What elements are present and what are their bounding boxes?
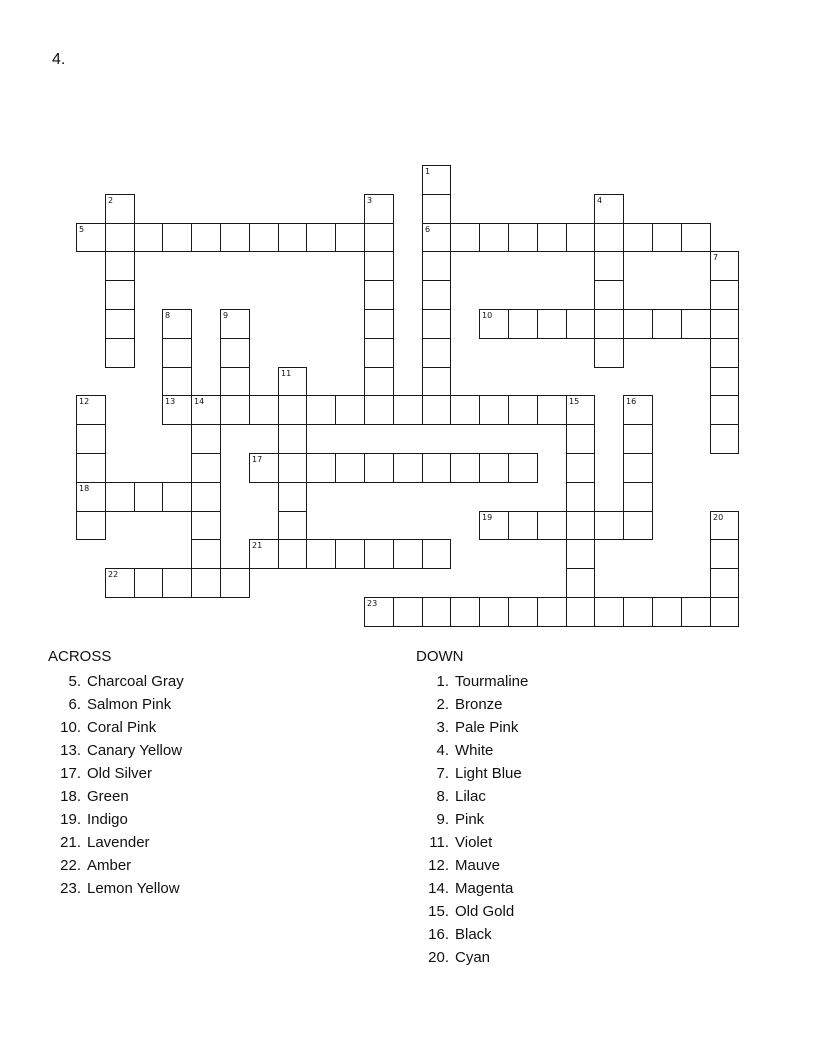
down-clue — [416, 739, 528, 762]
clue-text: Magenta — [455, 880, 514, 897]
grid-cell[interactable] — [393, 597, 423, 627]
grid-cell[interactable] — [508, 395, 538, 425]
grid-cell[interactable] — [450, 223, 480, 252]
grid-cell[interactable] — [278, 424, 307, 454]
grid-cell[interactable] — [479, 395, 509, 425]
clue-number: 22 — [108, 570, 119, 579]
across-clue — [48, 716, 184, 739]
grid-cell[interactable] — [306, 223, 336, 252]
grid-cell[interactable] — [710, 511, 739, 540]
clue-label-number: 20. — [428, 949, 449, 966]
grid-cell[interactable] — [422, 251, 451, 281]
across-clues — [48, 647, 184, 900]
down-clue — [416, 716, 528, 739]
grid-cell[interactable] — [566, 597, 595, 627]
grid-cell[interactable] — [278, 482, 307, 512]
clue-label-number: 6. — [68, 696, 81, 713]
grid-cell[interactable] — [306, 395, 336, 425]
grid-cell[interactable] — [364, 395, 394, 425]
down-clue — [416, 923, 528, 946]
clue-number: 5 — [79, 225, 85, 234]
grid-cell[interactable] — [566, 309, 595, 339]
grid-cell[interactable] — [105, 482, 135, 512]
clue-label-number: 18. — [60, 788, 81, 805]
clue-text: Mauve — [455, 857, 501, 874]
grid-cell[interactable] — [422, 165, 451, 195]
grid-cell[interactable] — [479, 453, 509, 483]
across-clue — [48, 808, 184, 831]
grid-cell[interactable] — [710, 539, 739, 569]
grid-cell[interactable] — [191, 395, 221, 425]
down-clue — [416, 693, 528, 716]
grid-cell[interactable] — [594, 223, 624, 252]
grid-cell[interactable] — [422, 194, 451, 224]
clue-number: 12 — [79, 397, 90, 406]
grid-cell[interactable] — [105, 251, 135, 281]
clue-text: Old Silver — [87, 765, 153, 782]
clue-label-number: 4. — [436, 742, 449, 759]
grid-cell[interactable] — [393, 539, 423, 569]
grid-cell[interactable] — [537, 223, 567, 252]
grid-cell[interactable] — [364, 367, 394, 396]
grid-cell[interactable] — [162, 395, 192, 425]
down-clues — [416, 647, 528, 969]
grid-cell[interactable] — [422, 367, 451, 396]
clue-label-number: 22. — [60, 857, 81, 874]
grid-cell[interactable] — [191, 568, 221, 598]
clue-text: Lemon Yellow — [87, 880, 180, 897]
grid-cell[interactable] — [479, 597, 509, 627]
grid-cell[interactable] — [191, 511, 221, 540]
grid-cell[interactable] — [249, 395, 279, 425]
across-clue — [48, 831, 184, 854]
down-clue — [416, 900, 528, 923]
clue-number: 20 — [713, 513, 724, 522]
grid-cell[interactable] — [220, 568, 250, 598]
clue-text: Tourmaline — [455, 673, 529, 690]
grid-cell[interactable] — [278, 539, 307, 569]
grid-cell[interactable] — [249, 539, 279, 569]
grid-cell[interactable] — [105, 223, 135, 252]
grid-cell[interactable] — [306, 453, 336, 483]
grid-cell[interactable] — [623, 309, 653, 339]
grid-cell[interactable] — [134, 482, 163, 512]
clue-text: Indigo — [87, 811, 128, 828]
grid-cell[interactable] — [594, 597, 624, 627]
grid-cell[interactable] — [364, 251, 394, 281]
grid-cell[interactable] — [508, 511, 538, 540]
clue-label-number: 23. — [60, 880, 81, 897]
clue-number: 4 — [597, 196, 603, 205]
clue-text: Green — [87, 788, 129, 805]
grid-cell[interactable] — [220, 338, 250, 368]
grid-cell[interactable] — [623, 453, 653, 483]
grid-cell[interactable] — [393, 395, 423, 425]
grid-cell[interactable] — [537, 511, 567, 540]
clue-number: 9 — [223, 311, 229, 320]
clue-text: Canary Yellow — [87, 742, 183, 759]
clue-number: 7 — [713, 253, 719, 262]
grid-cell[interactable] — [508, 223, 538, 252]
grid-cell[interactable] — [191, 424, 221, 454]
grid-cell[interactable] — [105, 568, 135, 598]
grid-cell[interactable] — [450, 597, 480, 627]
grid-cell[interactable] — [76, 223, 106, 252]
grid-cell[interactable] — [364, 597, 394, 627]
across-clue — [48, 854, 184, 877]
grid-cell[interactable] — [278, 367, 307, 396]
grid-cell[interactable] — [450, 453, 480, 483]
grid-cell[interactable] — [652, 597, 682, 627]
grid-cell[interactable] — [422, 223, 451, 252]
clue-label-number: 15. — [428, 903, 449, 920]
clue-label-number: 3. — [436, 719, 449, 736]
clue-label-number: 7. — [436, 765, 449, 782]
grid-cell[interactable] — [422, 395, 451, 425]
clue-label-number: 1. — [436, 673, 449, 690]
grid-cell[interactable] — [335, 539, 365, 569]
grid-cell[interactable] — [710, 251, 739, 281]
grid-cell[interactable] — [594, 194, 624, 224]
clue-number: 19 — [482, 513, 493, 522]
clue-text: Amber — [87, 857, 132, 874]
clue-label-number: 5. — [68, 673, 81, 690]
down-clue — [416, 670, 528, 693]
grid-cell[interactable] — [623, 511, 653, 540]
grid-cell[interactable] — [710, 280, 739, 310]
grid-cell[interactable] — [76, 424, 106, 454]
clue-text: Pale Pink — [455, 719, 519, 736]
grid-cell[interactable] — [220, 309, 250, 339]
clue-label-number: 13. — [60, 742, 81, 759]
clue-label-number: 17. — [60, 765, 81, 782]
grid-cell[interactable] — [422, 338, 451, 368]
grid-cell[interactable] — [191, 482, 221, 512]
grid-cell[interactable] — [364, 539, 394, 569]
grid-cell[interactable] — [710, 367, 739, 396]
grid-cell[interactable] — [623, 424, 653, 454]
grid-cell[interactable] — [278, 511, 307, 540]
grid-cell[interactable] — [623, 482, 653, 512]
clue-number: 8 — [165, 311, 171, 320]
down-clue — [416, 831, 528, 854]
down-clue — [416, 808, 528, 831]
grid-cell[interactable] — [566, 511, 595, 540]
grid-cell[interactable] — [537, 395, 567, 425]
grid-cell[interactable] — [594, 511, 624, 540]
clue-text: Pink — [455, 811, 485, 828]
clue-number: 6 — [425, 225, 431, 234]
grid-cell[interactable] — [566, 223, 595, 252]
grid-cell[interactable] — [191, 453, 221, 483]
grid-cell[interactable] — [162, 338, 192, 368]
clue-text: Salmon Pink — [87, 696, 172, 713]
clue-text: Black — [455, 926, 492, 943]
grid-cell[interactable] — [710, 568, 739, 598]
clue-text: White — [455, 742, 494, 759]
clue-number: 17 — [252, 455, 263, 464]
grid-cell[interactable] — [364, 309, 394, 339]
across-clue — [48, 670, 184, 693]
grid-cell[interactable] — [105, 194, 135, 224]
down-clue — [416, 877, 528, 900]
clue-text: Lilac — [455, 788, 486, 805]
clue-label-number: 12. — [428, 857, 449, 874]
grid-cell[interactable] — [162, 367, 192, 396]
grid-cell[interactable] — [710, 424, 739, 454]
across-clue — [48, 762, 184, 785]
across-clue — [48, 739, 184, 762]
grid-cell[interactable] — [479, 511, 509, 540]
clue-text: Light Blue — [455, 765, 522, 782]
grid-cell[interactable] — [76, 482, 106, 512]
grid-cell[interactable] — [220, 367, 250, 396]
grid-cell[interactable] — [278, 453, 307, 483]
grid-cell[interactable] — [364, 280, 394, 310]
grid-cell[interactable] — [594, 309, 624, 339]
grid-cell[interactable] — [594, 338, 624, 368]
grid-cell[interactable] — [220, 395, 250, 425]
clue-number: 18 — [79, 484, 90, 493]
clue-number: 15 — [569, 397, 580, 406]
grid-cell[interactable] — [191, 539, 221, 569]
grid-cell[interactable] — [710, 309, 739, 339]
clue-number: 11 — [281, 369, 292, 378]
grid-cell[interactable] — [479, 309, 509, 339]
clue-number: 16 — [626, 397, 637, 406]
clue-label-number: 11. — [429, 834, 449, 851]
clue-label-number: 21. — [60, 834, 81, 851]
clue-number: 2 — [108, 196, 114, 205]
clue-text: Violet — [455, 834, 493, 851]
clue-number: 3 — [367, 196, 373, 205]
clue-text: Lavender — [87, 834, 150, 851]
clue-number: 10 — [482, 311, 493, 320]
grid-cell[interactable] — [335, 223, 365, 252]
grid-cell[interactable] — [220, 223, 250, 252]
grid-cell[interactable] — [594, 280, 624, 310]
grid-cell[interactable] — [566, 453, 595, 483]
clue-number: 13 — [165, 397, 176, 406]
clue-text: Charcoal Gray — [87, 673, 184, 690]
grid-cell[interactable] — [566, 424, 595, 454]
clue-text: Bronze — [455, 696, 503, 713]
grid-cell[interactable] — [594, 251, 624, 281]
grid-cell[interactable] — [134, 223, 163, 252]
grid-cell[interactable] — [134, 568, 163, 598]
down-clue — [416, 946, 528, 969]
grid-cell[interactable] — [335, 453, 365, 483]
page-number: 4. — [52, 51, 66, 68]
grid-cell[interactable] — [249, 453, 279, 483]
grid-cell[interactable] — [537, 597, 567, 627]
grid-cell[interactable] — [681, 309, 711, 339]
grid-cell[interactable] — [364, 453, 394, 483]
clue-label-number: 19. — [60, 811, 81, 828]
grid-cell[interactable] — [364, 338, 394, 368]
grid-cell[interactable] — [710, 597, 739, 627]
grid-cell[interactable] — [537, 309, 567, 339]
grid-cell[interactable] — [422, 597, 451, 627]
grid-cell[interactable] — [623, 395, 653, 425]
grid-cell[interactable] — [623, 223, 653, 252]
grid-cell[interactable] — [105, 338, 135, 368]
grid-cell[interactable] — [393, 453, 423, 483]
clue-text: Cyan — [455, 949, 491, 966]
clue-label-number: 2. — [436, 696, 449, 713]
grid-cell[interactable] — [479, 223, 509, 252]
clue-text: Coral Pink — [87, 719, 157, 736]
across-clue — [48, 785, 184, 808]
grid-cell[interactable] — [335, 395, 365, 425]
down-clue — [416, 785, 528, 808]
grid-cell[interactable] — [364, 194, 394, 224]
grid-cell[interactable] — [422, 539, 451, 569]
grid-cell[interactable] — [278, 395, 307, 425]
grid-cell[interactable] — [105, 309, 135, 339]
grid-cell[interactable] — [162, 482, 192, 512]
across-clue — [48, 877, 184, 900]
clue-label-number: 16. — [428, 926, 449, 943]
grid-cell[interactable] — [508, 597, 538, 627]
across-heading: ACROSS — [48, 648, 112, 665]
grid-cell[interactable] — [162, 568, 192, 598]
grid-cell[interactable] — [422, 280, 451, 310]
across-clue — [48, 693, 184, 716]
clue-number: 1 — [425, 167, 431, 176]
grid-cell[interactable] — [306, 539, 336, 569]
grid-cell[interactable] — [450, 395, 480, 425]
grid-cell[interactable] — [566, 482, 595, 512]
clue-label-number: 14. — [428, 880, 449, 897]
grid-cell[interactable] — [710, 338, 739, 368]
down-clue — [416, 854, 528, 877]
grid-cell[interactable] — [278, 223, 307, 252]
grid-cell[interactable] — [162, 309, 192, 339]
clue-number: 14 — [194, 397, 205, 406]
grid-cell[interactable] — [652, 223, 682, 252]
down-clue — [416, 762, 528, 785]
grid-cell[interactable] — [623, 597, 653, 627]
grid-cell[interactable] — [566, 539, 595, 569]
clue-number: 21 — [252, 541, 263, 550]
grid-cell[interactable] — [76, 511, 106, 540]
clue-text: Old Gold — [455, 903, 515, 920]
grid-cell[interactable] — [76, 395, 106, 425]
grid-cell[interactable] — [162, 223, 192, 252]
down-clue-list — [416, 670, 528, 969]
grid-cell[interactable] — [681, 597, 711, 627]
clue-number: 23 — [367, 599, 378, 608]
down-heading: DOWN — [416, 648, 464, 665]
grid-cell[interactable] — [422, 309, 451, 339]
grid-cell[interactable] — [191, 223, 221, 252]
grid-cell[interactable] — [681, 223, 711, 252]
grid-cell[interactable] — [566, 568, 595, 598]
grid-cell[interactable] — [249, 223, 279, 252]
grid-cell[interactable] — [508, 453, 538, 483]
clue-label-number: 10. — [60, 719, 81, 736]
grid-cell[interactable] — [508, 309, 538, 339]
clue-label-number: 9. — [436, 811, 449, 828]
clue-label-number: 8. — [436, 788, 449, 805]
grid-cell[interactable] — [364, 223, 394, 252]
across-clue-list — [48, 670, 184, 900]
grid-cell[interactable] — [710, 395, 739, 425]
grid-cell[interactable] — [422, 453, 451, 483]
grid-cell[interactable] — [76, 453, 106, 483]
grid-cell[interactable] — [105, 280, 135, 310]
grid-cell[interactable] — [566, 395, 595, 425]
grid-cell[interactable] — [652, 309, 682, 339]
